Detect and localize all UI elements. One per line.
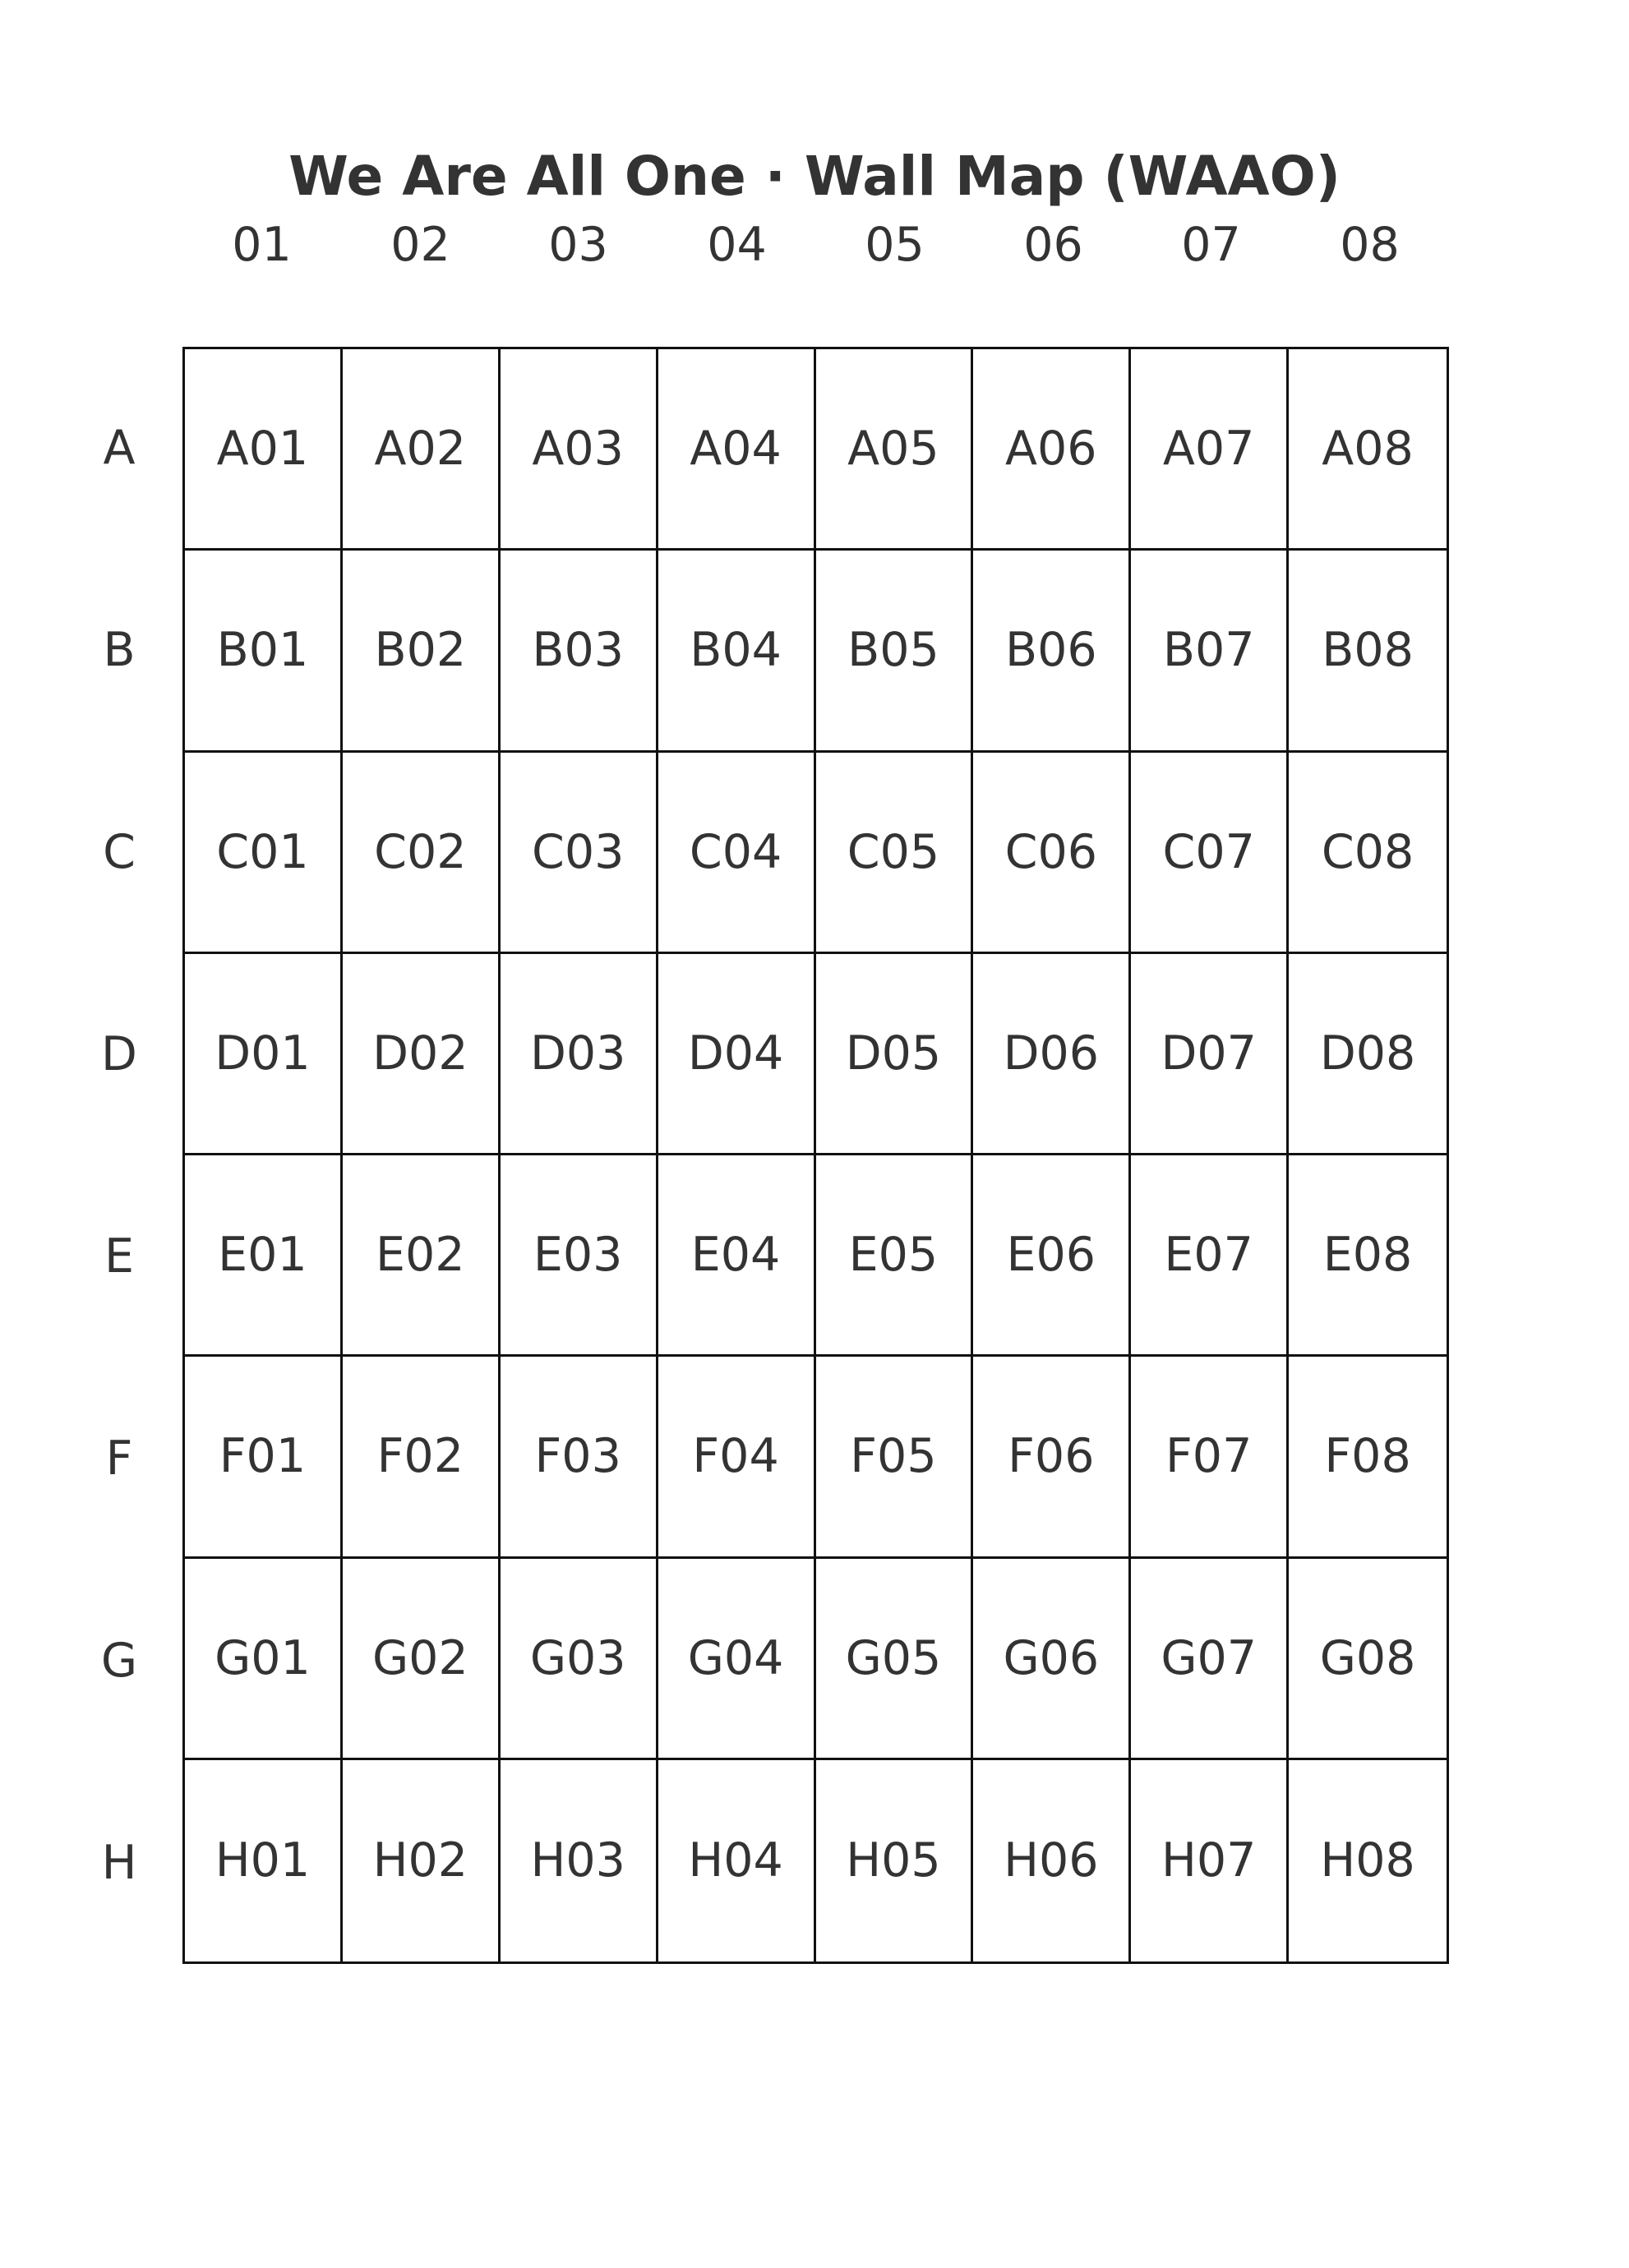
grid-cell: A01 bbox=[185, 349, 343, 551]
grid-cell: E05 bbox=[816, 1155, 974, 1357]
grid-cell: A06 bbox=[973, 349, 1131, 551]
row-header: E bbox=[104, 1229, 134, 1284]
row-header: H bbox=[101, 1836, 137, 1890]
grid-cell: A07 bbox=[1131, 349, 1289, 551]
grid-cell: A02 bbox=[343, 349, 501, 551]
grid-cell: E03 bbox=[501, 1155, 658, 1357]
row-header: G bbox=[100, 1634, 138, 1688]
grid-cell: C04 bbox=[658, 753, 816, 954]
grid-cell: F06 bbox=[973, 1357, 1131, 1558]
grid-cell: B04 bbox=[658, 551, 816, 752]
page-title: We Are All One · Wall Map (WAAO) bbox=[288, 145, 1341, 208]
grid-cell: H07 bbox=[1131, 1760, 1289, 1961]
grid-cell: F03 bbox=[501, 1357, 658, 1558]
column-header: 08 bbox=[1340, 218, 1400, 272]
grid-cell: G02 bbox=[343, 1559, 501, 1760]
grid-cell: E07 bbox=[1131, 1155, 1289, 1357]
grid-cell: B01 bbox=[185, 551, 343, 752]
grid-cell: H03 bbox=[501, 1760, 658, 1961]
column-header: 02 bbox=[390, 218, 450, 272]
grid-cell: E02 bbox=[343, 1155, 501, 1357]
grid-cell: F05 bbox=[816, 1357, 974, 1558]
grid-cell: C03 bbox=[501, 753, 658, 954]
grid-cell: H04 bbox=[658, 1760, 816, 1961]
grid-cell: F08 bbox=[1289, 1357, 1447, 1558]
grid-cell: F02 bbox=[343, 1357, 501, 1558]
grid-cell: G07 bbox=[1131, 1559, 1289, 1760]
grid-cell: C08 bbox=[1289, 753, 1447, 954]
column-header: 04 bbox=[707, 218, 767, 272]
grid-cell: H01 bbox=[185, 1760, 343, 1961]
grid-cell: D05 bbox=[816, 954, 974, 1155]
row-header: C bbox=[103, 825, 136, 879]
grid-cell: E06 bbox=[973, 1155, 1131, 1357]
column-header: 03 bbox=[548, 218, 608, 272]
grid-cell: F04 bbox=[658, 1357, 816, 1558]
grid-cell: C01 bbox=[185, 753, 343, 954]
grid-cell: D03 bbox=[501, 954, 658, 1155]
grid-cell: B03 bbox=[501, 551, 658, 752]
grid-cell: E04 bbox=[658, 1155, 816, 1357]
row-header: A bbox=[103, 421, 136, 475]
grid-cell: B07 bbox=[1131, 551, 1289, 752]
grid-cell: D02 bbox=[343, 954, 501, 1155]
row-header: D bbox=[101, 1027, 137, 1081]
grid-cell: H05 bbox=[816, 1760, 974, 1961]
grid-cell: D07 bbox=[1131, 954, 1289, 1155]
grid-cell: G08 bbox=[1289, 1559, 1447, 1760]
grid-cell: C07 bbox=[1131, 753, 1289, 954]
grid-cell: D01 bbox=[185, 954, 343, 1155]
grid-cell: G01 bbox=[185, 1559, 343, 1760]
grid-cell: D04 bbox=[658, 954, 816, 1155]
wall-map-grid bbox=[182, 347, 1449, 1964]
grid-cell: F01 bbox=[185, 1357, 343, 1558]
grid-cell: D08 bbox=[1289, 954, 1447, 1155]
row-header: F bbox=[105, 1431, 133, 1486]
grid-cell: D06 bbox=[973, 954, 1131, 1155]
grid-cell: H08 bbox=[1320, 1833, 1415, 1888]
grid-cell: B02 bbox=[343, 551, 501, 752]
grid-cell: G03 bbox=[501, 1559, 658, 1760]
column-header: 05 bbox=[865, 218, 925, 272]
grid-cell: F07 bbox=[1131, 1357, 1289, 1558]
grid-cell: C02 bbox=[343, 753, 501, 954]
grid-cell: G04 bbox=[658, 1559, 816, 1760]
column-header: 01 bbox=[232, 218, 292, 272]
grid-cell: G06 bbox=[973, 1559, 1131, 1760]
grid-cell: A08 bbox=[1289, 349, 1447, 551]
grid-cell: C06 bbox=[973, 753, 1131, 954]
grid-cell: A05 bbox=[816, 349, 974, 551]
column-header: 07 bbox=[1181, 218, 1241, 272]
grid-cell: G05 bbox=[816, 1559, 974, 1760]
grid-cell: E08 bbox=[1289, 1155, 1447, 1357]
grid-cell: A03 bbox=[501, 349, 658, 551]
grid-cell: A04 bbox=[658, 349, 816, 551]
grid-cell: H06 bbox=[973, 1760, 1131, 1961]
row-header: B bbox=[103, 623, 136, 677]
grid-cell: B05 bbox=[816, 551, 974, 752]
column-header: 06 bbox=[1023, 218, 1083, 272]
grid-cell: B08 bbox=[1289, 551, 1447, 752]
grid-cell: B06 bbox=[973, 551, 1131, 752]
grid-cell: H02 bbox=[343, 1760, 501, 1961]
grid-cell: E01 bbox=[185, 1155, 343, 1357]
grid-cell: C05 bbox=[816, 753, 974, 954]
